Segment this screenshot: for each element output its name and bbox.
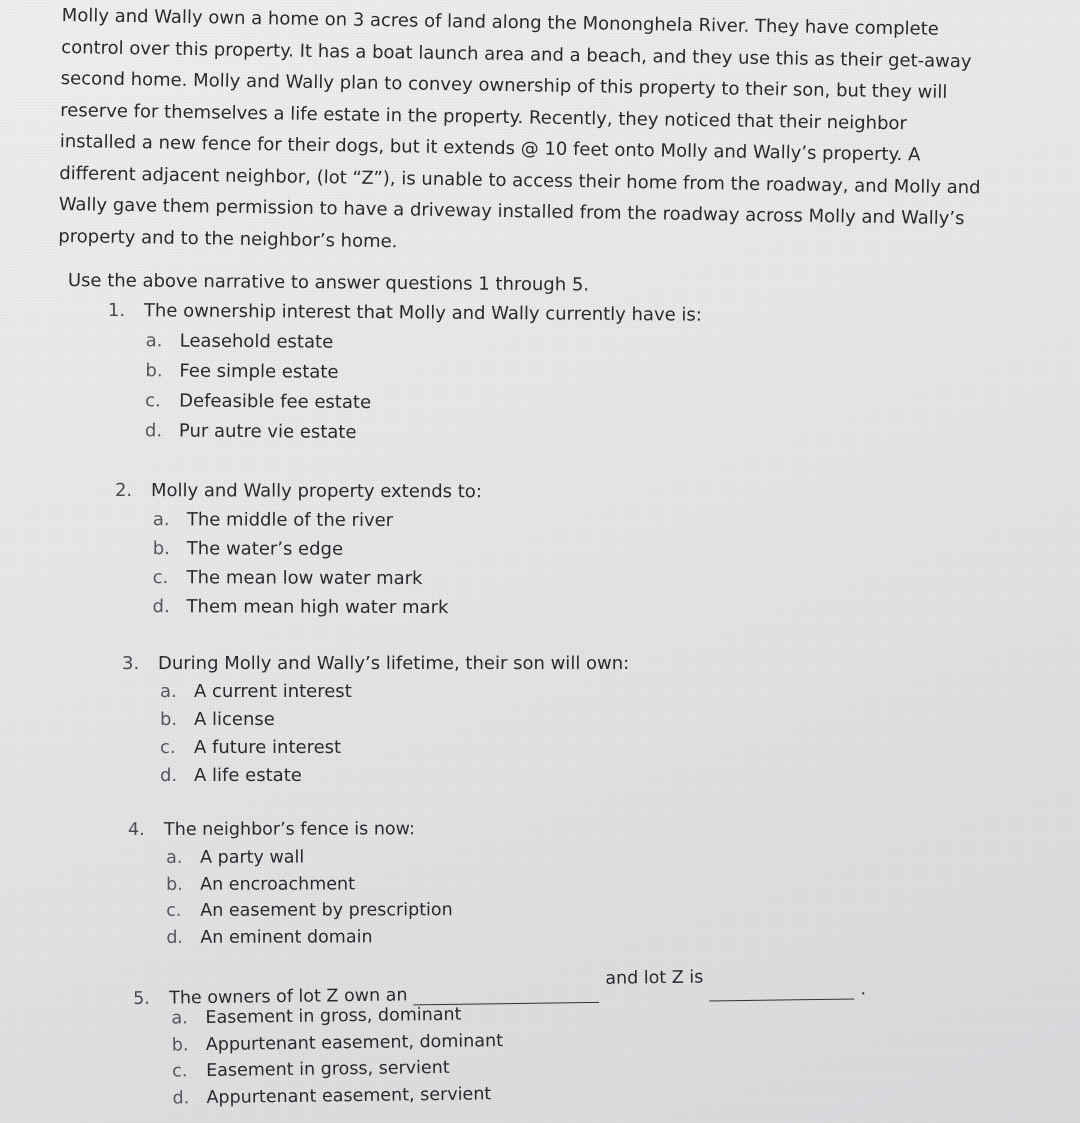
question-number: 3. <box>122 653 140 674</box>
answer-options <box>152 509 481 626</box>
option-text: Defeasible fee estate <box>179 390 372 414</box>
option-text: Leasehold estate <box>179 330 334 353</box>
option-letter: c. <box>172 1061 188 1082</box>
question-3 <box>122 653 629 793</box>
answer-option <box>160 765 629 793</box>
option-text: An encroachment <box>200 873 356 895</box>
answer-option <box>145 420 701 454</box>
answer-options <box>171 999 867 1114</box>
option-letter: d. <box>166 927 184 948</box>
question-text: The owners of lot Z own an <box>169 985 408 1009</box>
option-letter: b. <box>166 874 183 895</box>
option-letter: c. <box>166 900 182 921</box>
answer-option <box>152 596 481 626</box>
option-letter: c. <box>152 567 169 589</box>
narrative-line: Molly and Wally own a home on 3 acres of land along the Mononghela River. They have complete <box>61 4 939 40</box>
option-letter: c. <box>160 737 176 758</box>
narrative-line: property and to the neighbor’s home. <box>58 225 398 252</box>
answer-option <box>145 390 701 424</box>
answer-options <box>166 847 453 954</box>
fill-in-blank <box>709 981 854 1002</box>
narrative-line: control over this property. It has a boat launch area and a beach, and they use this as their get-away <box>61 36 972 72</box>
option-text: A future interest <box>194 737 342 758</box>
question-5 <box>133 967 868 1115</box>
question-stem <box>122 653 629 681</box>
answer-option <box>166 847 453 874</box>
option-letter: c. <box>145 390 161 412</box>
option-text: A party wall <box>200 847 305 868</box>
option-letter: b. <box>145 360 163 382</box>
option-text: Pur autre vie estate <box>178 420 357 443</box>
narrative-line: Wally gave them permission to have a driveway installed from the roadway across Molly and Wally’s <box>58 193 965 230</box>
answer-option <box>160 737 629 765</box>
question-stem <box>128 819 453 848</box>
option-letter: b. <box>152 538 170 560</box>
fill-in-blank <box>413 984 599 1005</box>
option-letter: d. <box>172 1087 190 1108</box>
answer-option <box>146 330 702 364</box>
option-letter: a. <box>160 681 177 702</box>
question-number: 2. <box>114 480 133 502</box>
question-text: The neighbor’s fence is now: <box>163 819 415 840</box>
option-letter: a. <box>166 847 183 868</box>
option-letter: d. <box>160 765 178 786</box>
option-letter: b. <box>160 709 178 730</box>
question-stem <box>115 480 482 510</box>
question-stem <box>108 300 702 335</box>
option-text: A current interest <box>194 681 352 702</box>
answer-options <box>145 330 702 454</box>
option-text: The middle of the river <box>186 509 394 531</box>
option-text: Appurtenant easement, servient <box>206 1083 492 1108</box>
option-text: Appurtenant easement, dominant <box>205 1030 504 1055</box>
option-text: Fee simple estate <box>179 360 339 383</box>
answer-option <box>160 709 629 737</box>
instructions: Use the above narrative to answer questions 1 through 5. <box>67 270 590 296</box>
question-text-end: . <box>860 979 867 1000</box>
option-text: A life estate <box>194 765 302 786</box>
option-text: A license <box>194 709 275 730</box>
question-text: During Molly and Wally’s lifetime, their son will own: <box>158 653 630 674</box>
option-letter: d. <box>144 420 163 442</box>
question-number: 1. <box>107 300 126 322</box>
narrative-line: installed a new fence for their dogs, but it extends @ 10 feet onto Molly and Wally’s property. A <box>59 130 921 166</box>
answer-option <box>160 681 629 709</box>
option-text: The mean low water mark <box>186 567 423 590</box>
option-text: An easement by prescription <box>200 900 453 921</box>
answer-option <box>153 538 482 568</box>
answer-option <box>153 567 482 597</box>
option-text: Easement in gross, dominant <box>205 1004 462 1029</box>
question-text: The ownership interest that Molly and Wally currently have is: <box>143 300 702 326</box>
narrative-line: different adjacent neighbor, (lot “Z”), is unable to access their home from the roadway, and Molly and <box>59 162 981 198</box>
answer-option <box>166 927 453 954</box>
option-letter: d. <box>152 596 170 618</box>
option-text: The water’s edge <box>186 538 344 560</box>
option-letter: a. <box>171 1008 188 1029</box>
question-text: Molly and Wally property extends to: <box>150 480 482 503</box>
option-text: Easement in gross, servient <box>206 1057 450 1082</box>
option-letter: b. <box>171 1034 189 1055</box>
option-letter: a. <box>152 509 170 531</box>
option-letter: a. <box>145 330 163 352</box>
question-2 <box>114 480 481 626</box>
question-1 <box>107 300 702 455</box>
answer-option <box>145 360 701 394</box>
question-number: 5. <box>133 988 151 1009</box>
narrative-line: reserve for themselves a life estate in the property. Recently, they noticed that their neighbor <box>60 99 908 134</box>
question-number: 4. <box>128 819 145 840</box>
answer-option <box>153 509 482 539</box>
narrative-line: second home. Molly and Wally plan to convey ownership of this property to their son, but they will <box>60 67 948 103</box>
option-text: Them mean high water mark <box>186 596 449 619</box>
question-text-middle: and lot Z is <box>605 967 704 989</box>
answer-option <box>166 874 453 901</box>
answer-option <box>166 900 453 927</box>
answer-options <box>160 681 629 793</box>
option-text: An eminent domain <box>200 926 373 948</box>
narrative-paragraph <box>58 0 1012 267</box>
question-4 <box>128 819 453 954</box>
